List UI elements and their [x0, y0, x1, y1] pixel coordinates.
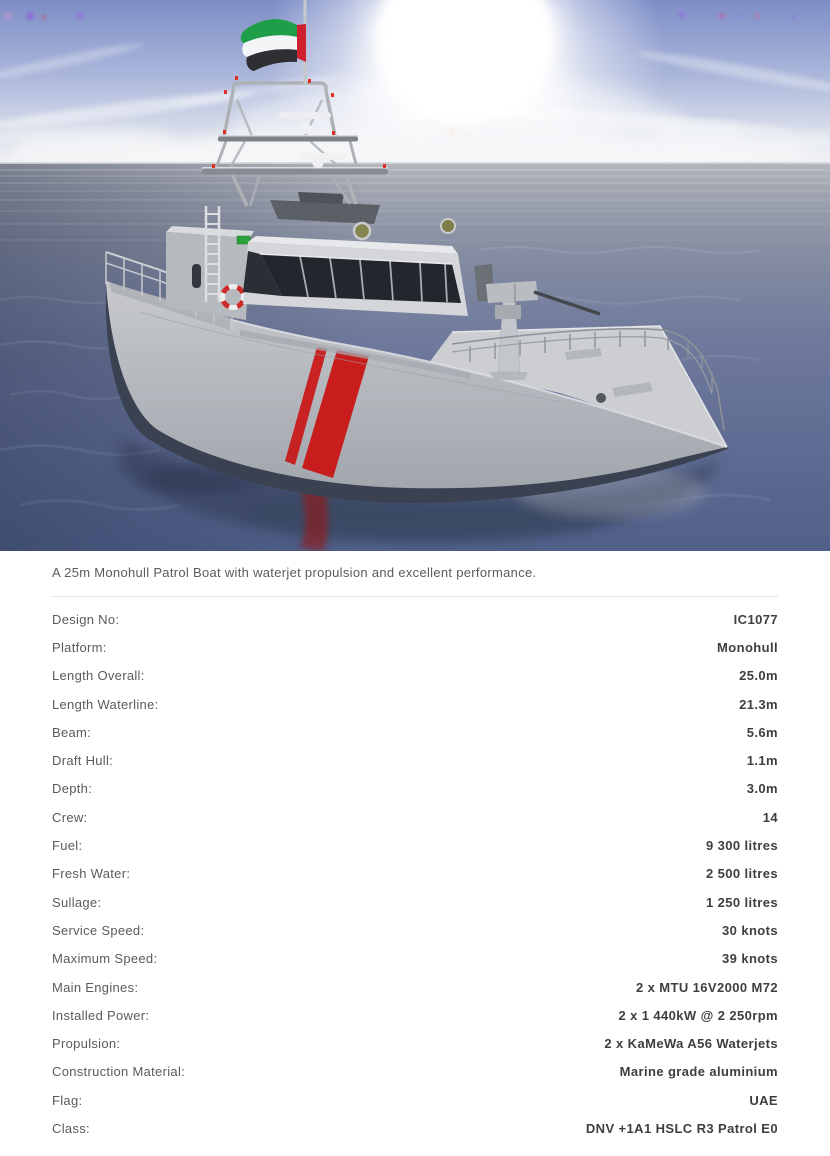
spec-label: Crew: — [52, 809, 88, 825]
spec-row — [52, 746, 778, 774]
spec-label: Fresh Water: — [52, 866, 131, 882]
spec-value: 21.3m — [739, 696, 778, 712]
spec-value: UAE — [749, 1092, 778, 1108]
lower-platform — [202, 169, 388, 175]
spec-value: 1 250 litres — [705, 894, 778, 910]
spec-label: Sullage: — [52, 894, 102, 910]
spec-value: 1.1m — [746, 753, 778, 769]
spec-row — [52, 973, 778, 1001]
spec-value: IC1077 — [733, 611, 778, 627]
spec-label: Maximum Speed: — [52, 951, 158, 967]
spec-value: 3.0m — [746, 781, 778, 797]
spec-row — [52, 718, 778, 746]
spec-value: Marine grade aluminium — [619, 1064, 778, 1080]
spec-value: 39 knots — [722, 951, 778, 967]
radar-antenna — [299, 153, 347, 160]
hero-figure — [0, 0, 830, 551]
spec-label: Beam: — [52, 724, 92, 740]
spec-value: 9 300 litres — [705, 838, 778, 854]
spec-value: 2 x MTU 16V2000 M72 — [635, 979, 778, 995]
content — [0, 565, 830, 1143]
spec-value: 30 knots — [722, 922, 778, 938]
spec-row — [52, 690, 778, 718]
divider — [52, 596, 778, 597]
spec-label: Design No: — [52, 611, 120, 627]
spec-row — [52, 1001, 778, 1029]
boat-render-image — [0, 0, 830, 551]
spec-label: Draft Hull: — [52, 753, 114, 769]
spec-row — [52, 916, 778, 944]
spec-value: Monohull — [717, 639, 778, 655]
spec-label: Propulsion: — [52, 1036, 121, 1052]
spec-label: Construction Material: — [52, 1064, 186, 1080]
spotlight — [354, 223, 370, 239]
spec-row — [52, 1086, 778, 1114]
spec-row — [52, 1114, 778, 1142]
windlass — [596, 393, 606, 403]
spec-value: 2 500 litres — [705, 866, 778, 882]
spec-label: Service Speed: — [52, 922, 145, 938]
spec-label: Installed Power: — [52, 1007, 150, 1023]
spec-row — [52, 775, 778, 803]
radar-antenna — [279, 112, 331, 119]
gps-dome — [299, 122, 311, 134]
spec-label: Length Overall: — [52, 668, 145, 684]
spec-label: Class: — [52, 1120, 90, 1136]
spec-label: Length Waterline: — [52, 696, 159, 712]
spec-table — [52, 605, 778, 1143]
spec-label: Flag: — [52, 1092, 83, 1108]
spec-label: Depth: — [52, 781, 93, 797]
spec-value: 2 x KaMeWa A56 Waterjets — [604, 1036, 778, 1052]
spec-value: 2 x 1 440kW @ 2 250rpm — [618, 1007, 778, 1023]
spec-row — [52, 633, 778, 661]
spec-row — [52, 1058, 778, 1086]
spec-row — [52, 945, 778, 973]
spec-row — [52, 662, 778, 690]
upper-platform — [218, 137, 358, 142]
spotlight — [441, 219, 455, 233]
boat-description: A 25m Monohull Patrol Boat with waterjet propulsion and excellent performance. — [52, 565, 537, 580]
cabin-window — [192, 264, 201, 288]
spec-label: Fuel: — [52, 838, 83, 854]
spec-row — [52, 860, 778, 888]
spec-row — [52, 831, 778, 859]
spec-value: 14 — [762, 809, 778, 825]
spec-label: Platform: — [52, 639, 107, 655]
spec-row — [52, 1029, 778, 1057]
spec-value: 5.6m — [746, 724, 778, 740]
spec-value: DNV +1A1 HSLC R3 Patrol E0 — [585, 1120, 778, 1136]
spec-row — [52, 888, 778, 916]
spec-label: Main Engines: — [52, 979, 139, 995]
spec-row — [52, 605, 778, 633]
spec-row — [52, 803, 778, 831]
spec-value: 25.0m — [739, 668, 778, 684]
gps-dome — [313, 158, 324, 169]
